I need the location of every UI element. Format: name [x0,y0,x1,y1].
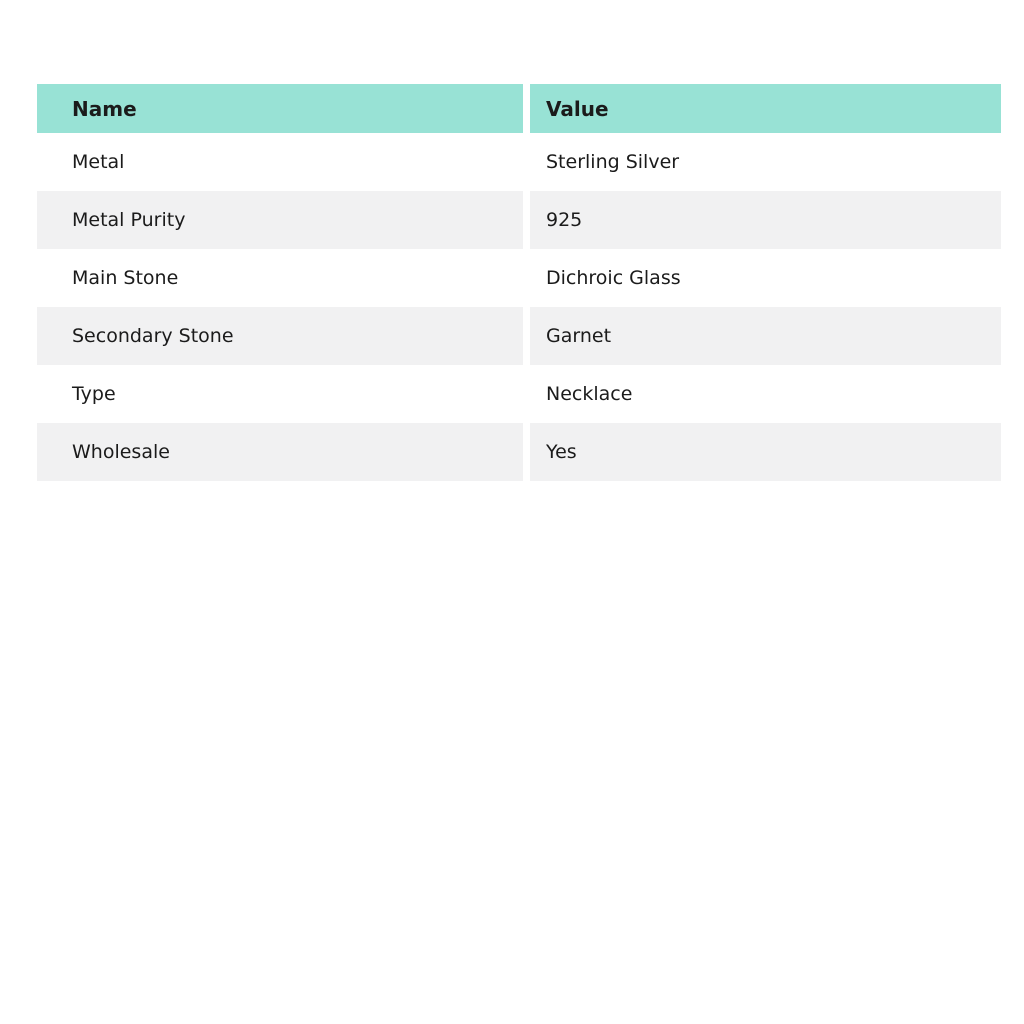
attribute-value-cell: Yes [530,423,1001,481]
attribute-value-cell: Garnet [530,307,1001,365]
table-row [37,133,1001,191]
attribute-name-cell: Main Stone [37,249,523,307]
table-row [37,423,1001,481]
attribute-value-cell: Dichroic Glass [530,249,1001,307]
attribute-name-cell: Type [37,365,523,423]
table-row [37,307,1001,365]
header-cell-value: Value [530,84,1001,133]
table-body [37,133,1001,481]
attribute-name-cell: Metal Purity [37,191,523,249]
table-row [37,365,1001,423]
attribute-value-cell: 925 [530,191,1001,249]
attribute-name-cell: Wholesale [37,423,523,481]
attribute-name-cell: Metal [37,133,523,191]
header-cell-name: Name [37,84,523,133]
table-row [37,191,1001,249]
table-row [37,249,1001,307]
table-header-row [37,84,1001,133]
attribute-value-cell: Necklace [530,365,1001,423]
attribute-name-cell: Secondary Stone [37,307,523,365]
attributes-table [37,84,1001,481]
attribute-value-cell: Sterling Silver [530,133,1001,191]
